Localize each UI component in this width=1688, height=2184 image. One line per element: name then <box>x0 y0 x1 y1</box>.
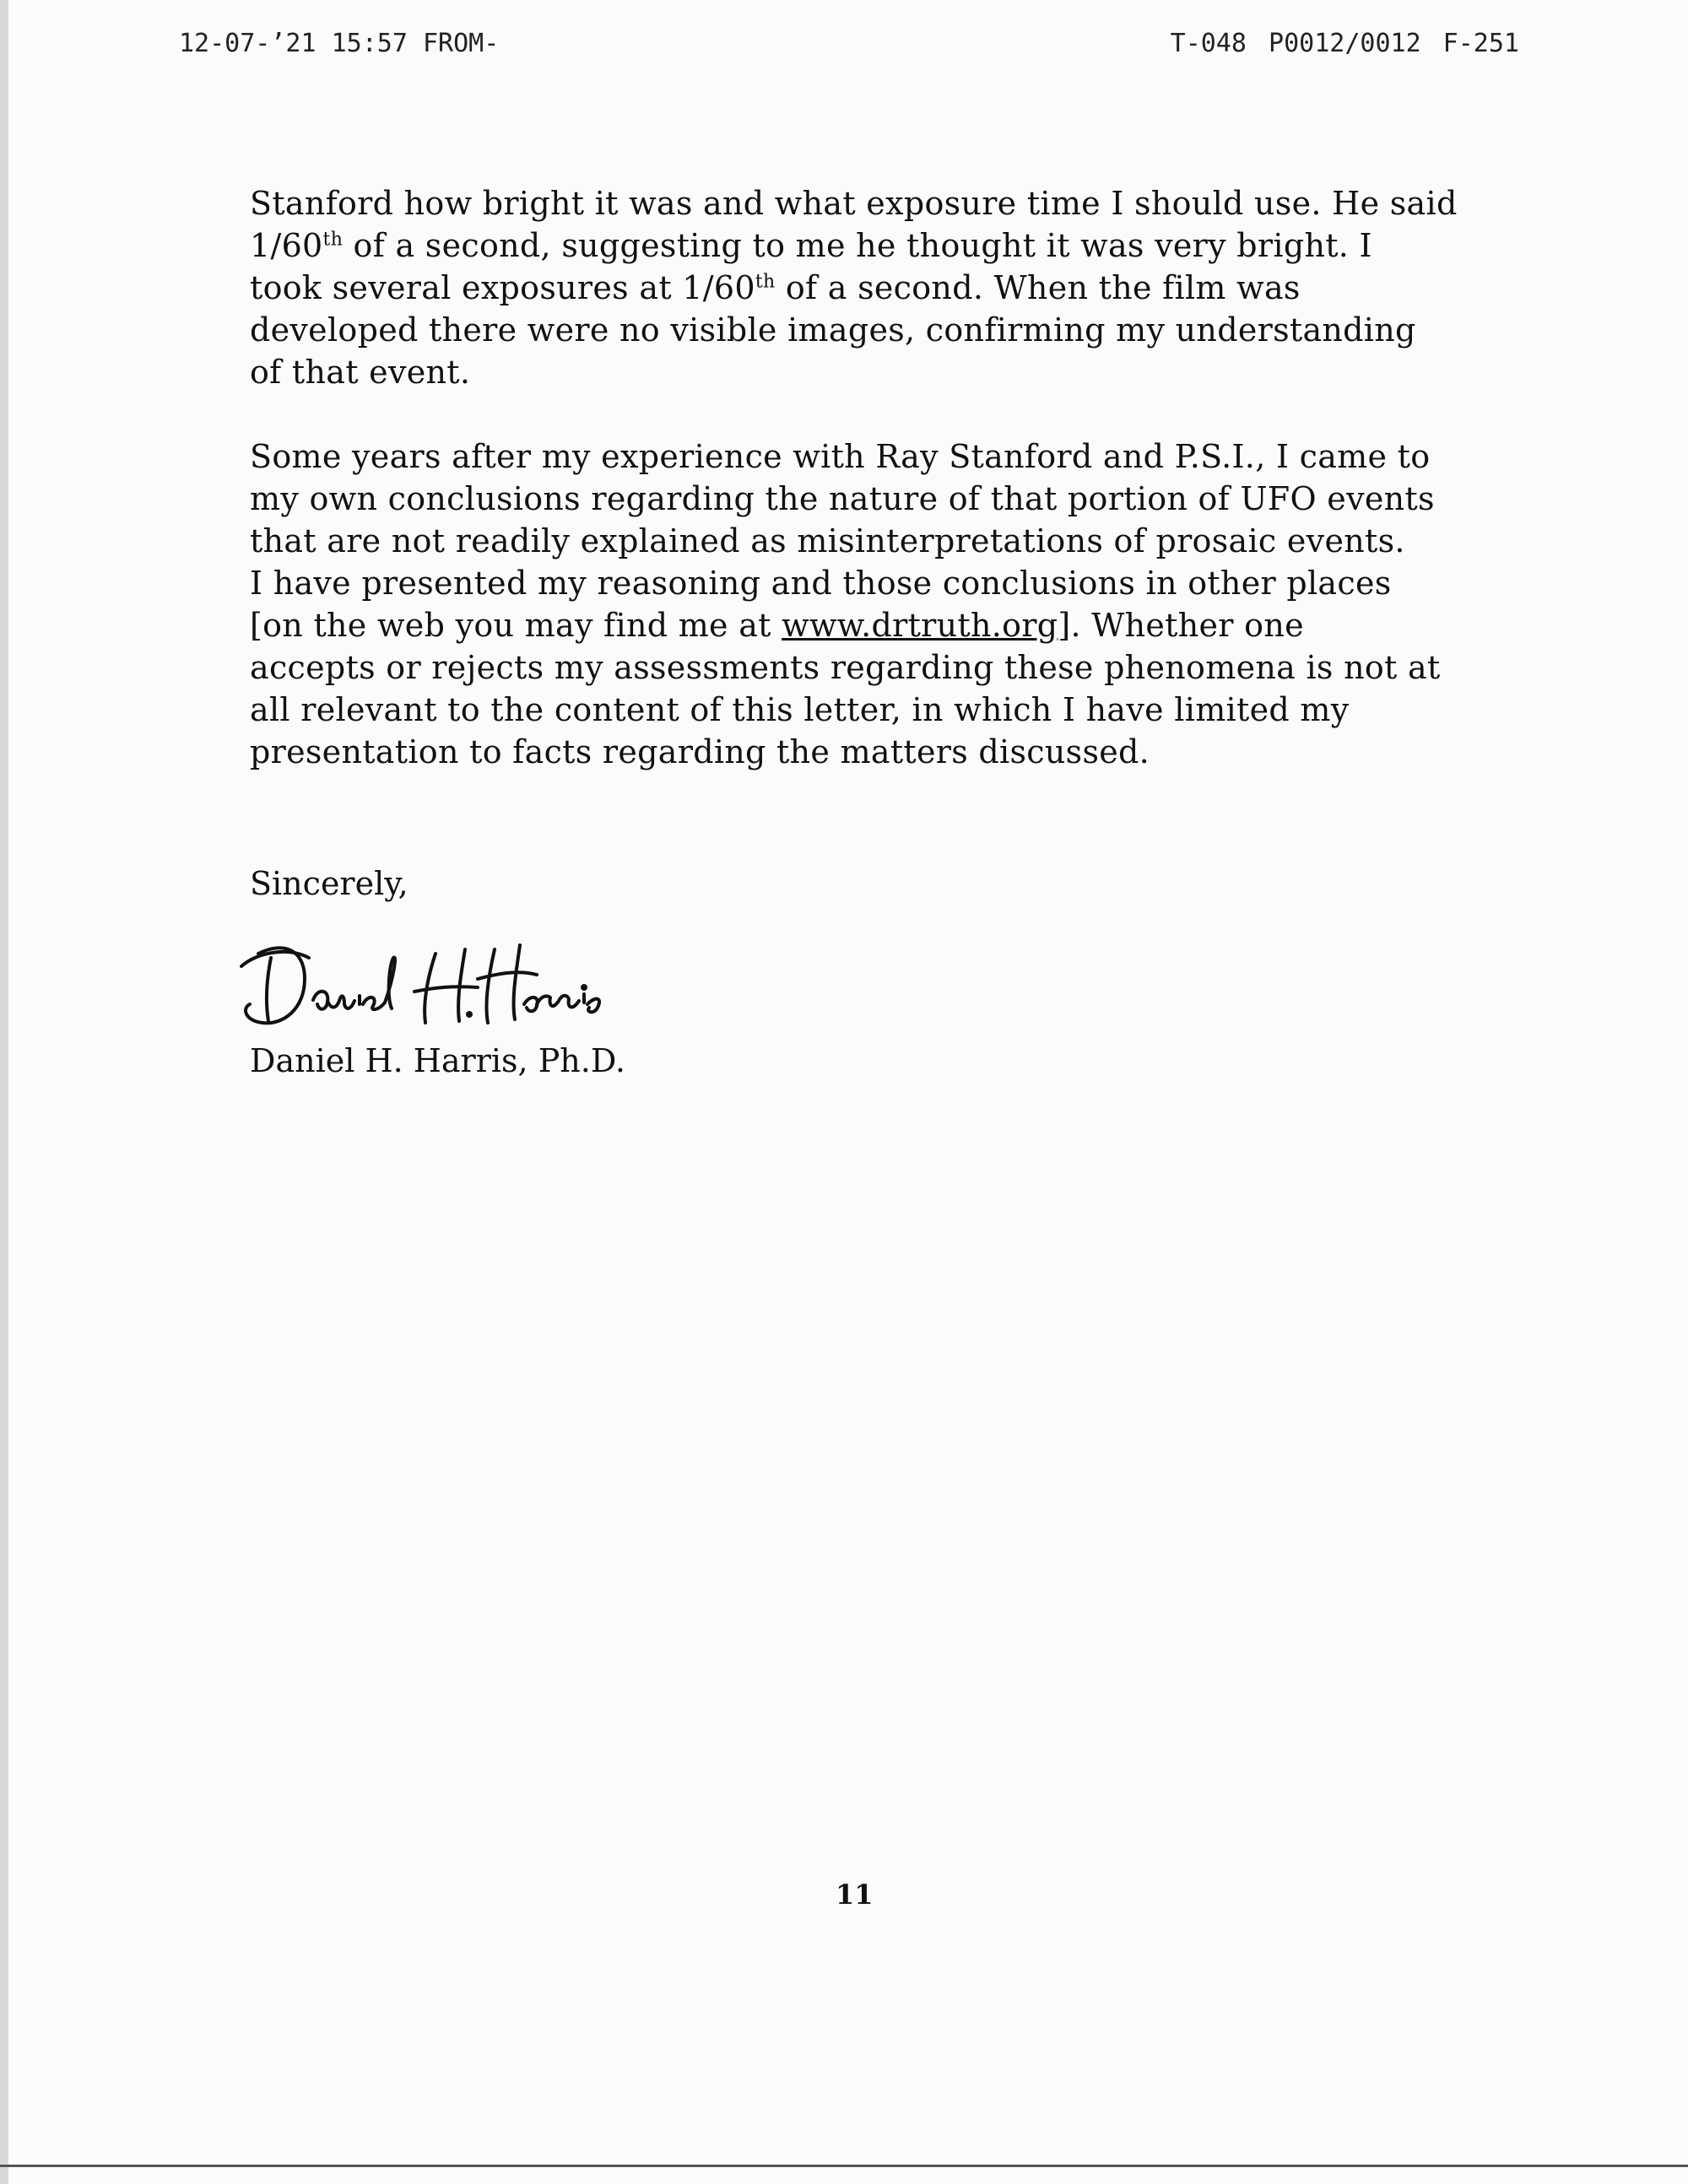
superscript: th <box>755 271 776 293</box>
paragraph-2 <box>250 435 1448 773</box>
page-number: 11 <box>836 1879 874 1911</box>
paragraph-line: accepts or rejects my assessments regarding these phenomena is not at <box>250 649 1441 686</box>
closing: Sincerely, <box>250 865 408 902</box>
signature-drawing <box>225 920 663 1046</box>
scan-edge <box>0 0 8 2184</box>
paragraph-line: Some years after my experience with Ray Stanford and P.S.I., I came to <box>250 438 1431 475</box>
letter-body <box>250 182 1458 815</box>
paragraph-line: [on the web you may find me at www.drtruth.org]. Whether one <box>250 607 1304 644</box>
paragraph-line: developed there were no visible images, confirming my understanding <box>250 311 1416 349</box>
fax-header-right: T-048 P0012/0012 F-251 <box>1170 29 1519 58</box>
paragraph-line: that are not readily explained as misinterpretations of prosaic events. <box>250 522 1405 560</box>
signature <box>225 920 663 1046</box>
paragraph-line: presentation to facts regarding the matters discussed. <box>250 733 1150 770</box>
paragraph-line: I have presented my reasoning and those conclusions in other places <box>250 565 1392 602</box>
paragraph-line: Stanford how bright it was and what exposure time I should use. He said <box>250 185 1458 222</box>
paragraph-line: 1/60th of a second, suggesting to me he thought it was very bright. I <box>250 227 1372 264</box>
fax-header-left: 12-07-’21 15:57 FROM- <box>179 29 500 58</box>
paragraph-line: my own conclusions regarding the nature of that portion of UFO events <box>250 480 1435 517</box>
fax-header <box>0 24 1688 66</box>
website-link[interactable]: www.drtruth.org <box>782 607 1058 644</box>
paragraph-line: of that event. <box>250 354 471 391</box>
scan-edge-bottom <box>0 2165 1688 2167</box>
signer-name: Daniel H. Harris, Ph.D. <box>250 1042 626 1079</box>
superscript: th <box>322 229 344 251</box>
paragraph-line: took several exposures at 1/60th of a second. When the film was <box>250 269 1301 306</box>
paragraph-line: all relevant to the content of this letter, in which I have limited my <box>250 691 1350 728</box>
paragraph-1 <box>250 182 1458 393</box>
